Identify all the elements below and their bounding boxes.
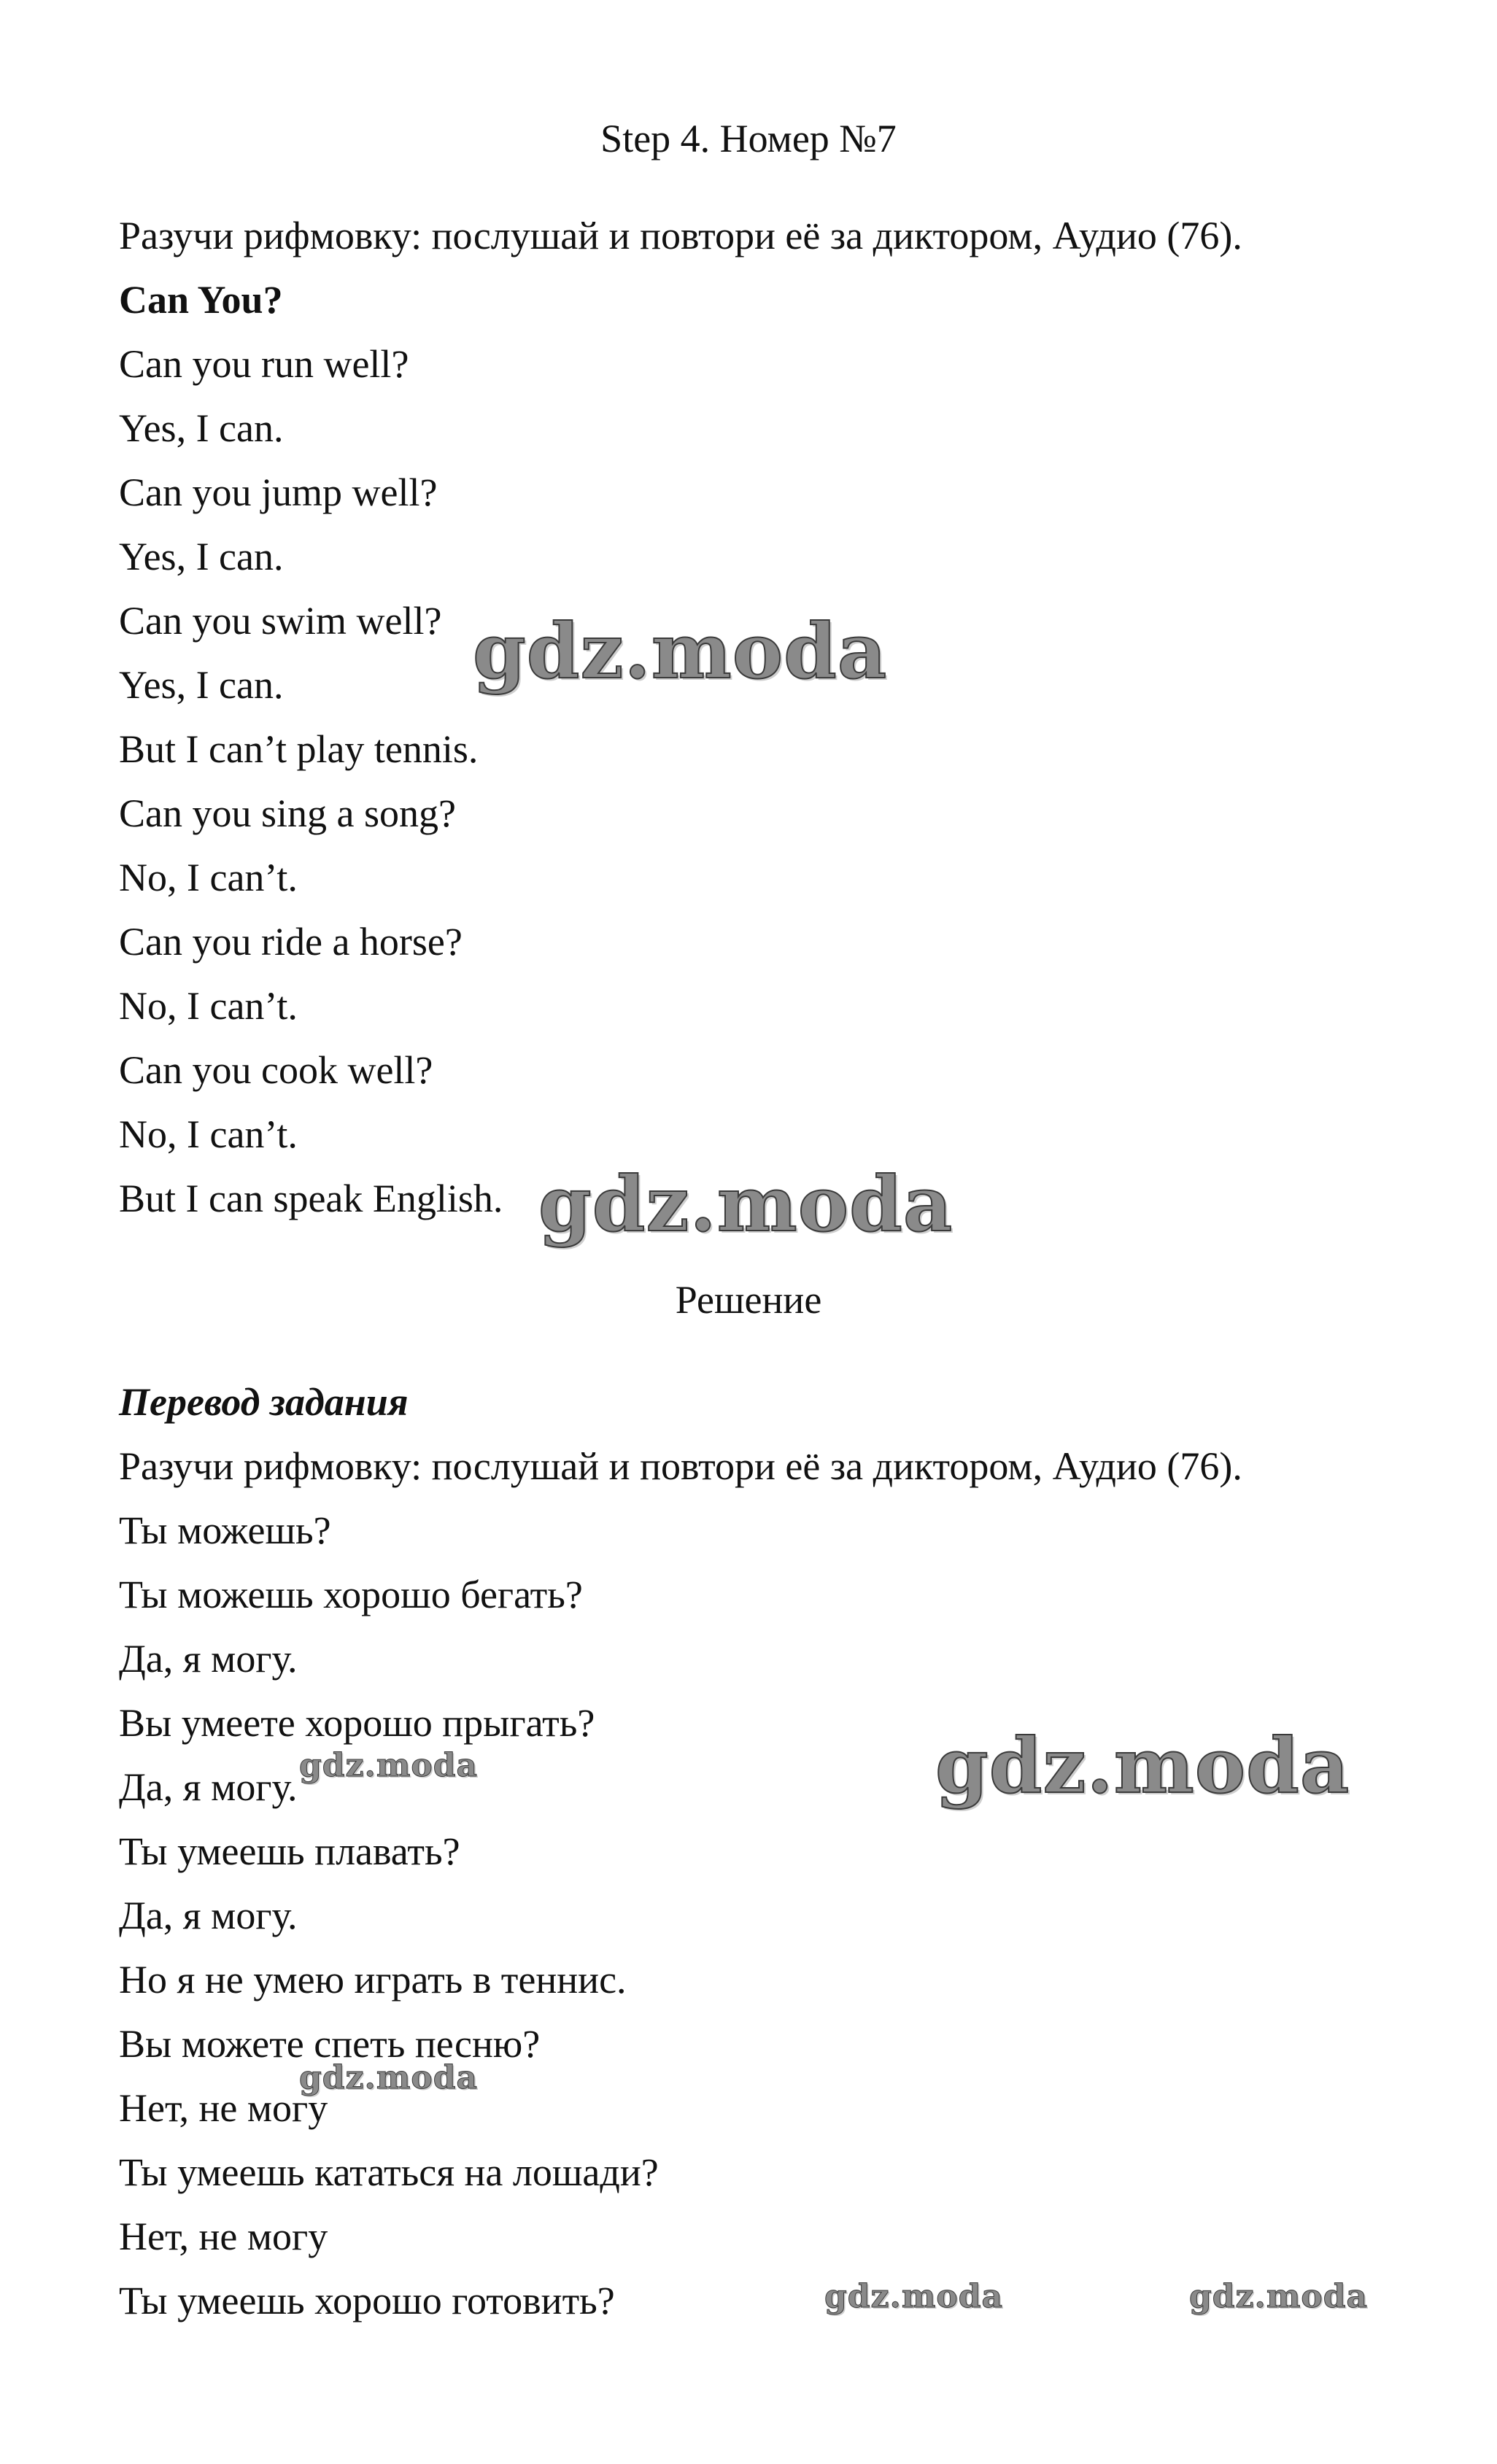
watermark: gdz.moda [473,606,888,696]
translation-line: Да, я могу. [119,1894,298,1937]
translation-line: Ты умеешь кататься на лошади? [119,2150,659,2194]
poem-line: No, I can’t. [119,856,298,899]
watermark: gdz.moda [538,1159,953,1249]
watermark: gdz.moda [824,2278,1004,2315]
poem-title: Can You? [119,278,283,322]
translation-line: Ты умеешь плавать? [119,1829,460,1873]
poem-line: Can you cook well? [119,1048,433,1092]
watermark: gdz.moda [299,2059,479,2096]
translation-instruction: Разучи рифмовку: послушай и повтори её за диктором, Аудио (76). [119,1444,1242,1488]
translation-line: Вы можете спеть песню? [119,2022,541,2066]
poem-line: No, I can’t. [119,984,298,1028]
watermark: gdz.moda [935,1721,1350,1810]
poem-line: Can you run well? [119,342,409,386]
translation-line: Да, я могу. [119,1765,298,1809]
translation-line: Ты можешь хорошо бегать? [119,1573,583,1616]
translation-line: Вы умеете хорошо прыгать? [119,1701,595,1745]
solution-heading: Решение [675,1278,822,1322]
poem-line: Yes, I can. [119,535,284,578]
translation-line: Ты умеешь хорошо готовить? [119,2279,615,2322]
poem-line: Yes, I can. [119,406,284,450]
poem-line: Can you jump well? [119,470,438,514]
poem-line: Can you swim well? [119,599,442,643]
poem-line: But I can speak English. [119,1177,503,1220]
task-instruction: Разучи рифмовку: послушай и повтори её за диктором, Аудио (76). [119,214,1242,257]
poem-line: Can you sing a song? [119,791,456,835]
translation-line: Нет, не могу [119,2086,328,2130]
poem-line: Yes, I can. [119,663,284,707]
page-title: Step 4. Номер №7 [600,117,897,160]
watermark: gdz.moda [299,1747,479,1784]
poem-line: No, I can’t. [119,1112,298,1156]
poem-line: Can you ride a horse? [119,920,463,964]
translation-line: Да, я могу. [119,1637,298,1681]
translation-line: Нет, не могу [119,2215,328,2258]
watermark: gdz.moda [1189,2278,1369,2315]
translation-line: Ты можешь? [119,1508,331,1552]
translation-heading: Перевод задания [119,1380,409,1424]
translation-line: Но я не умею играть в теннис. [119,1958,627,2002]
poem-line: But I can’t play tennis. [119,727,479,771]
